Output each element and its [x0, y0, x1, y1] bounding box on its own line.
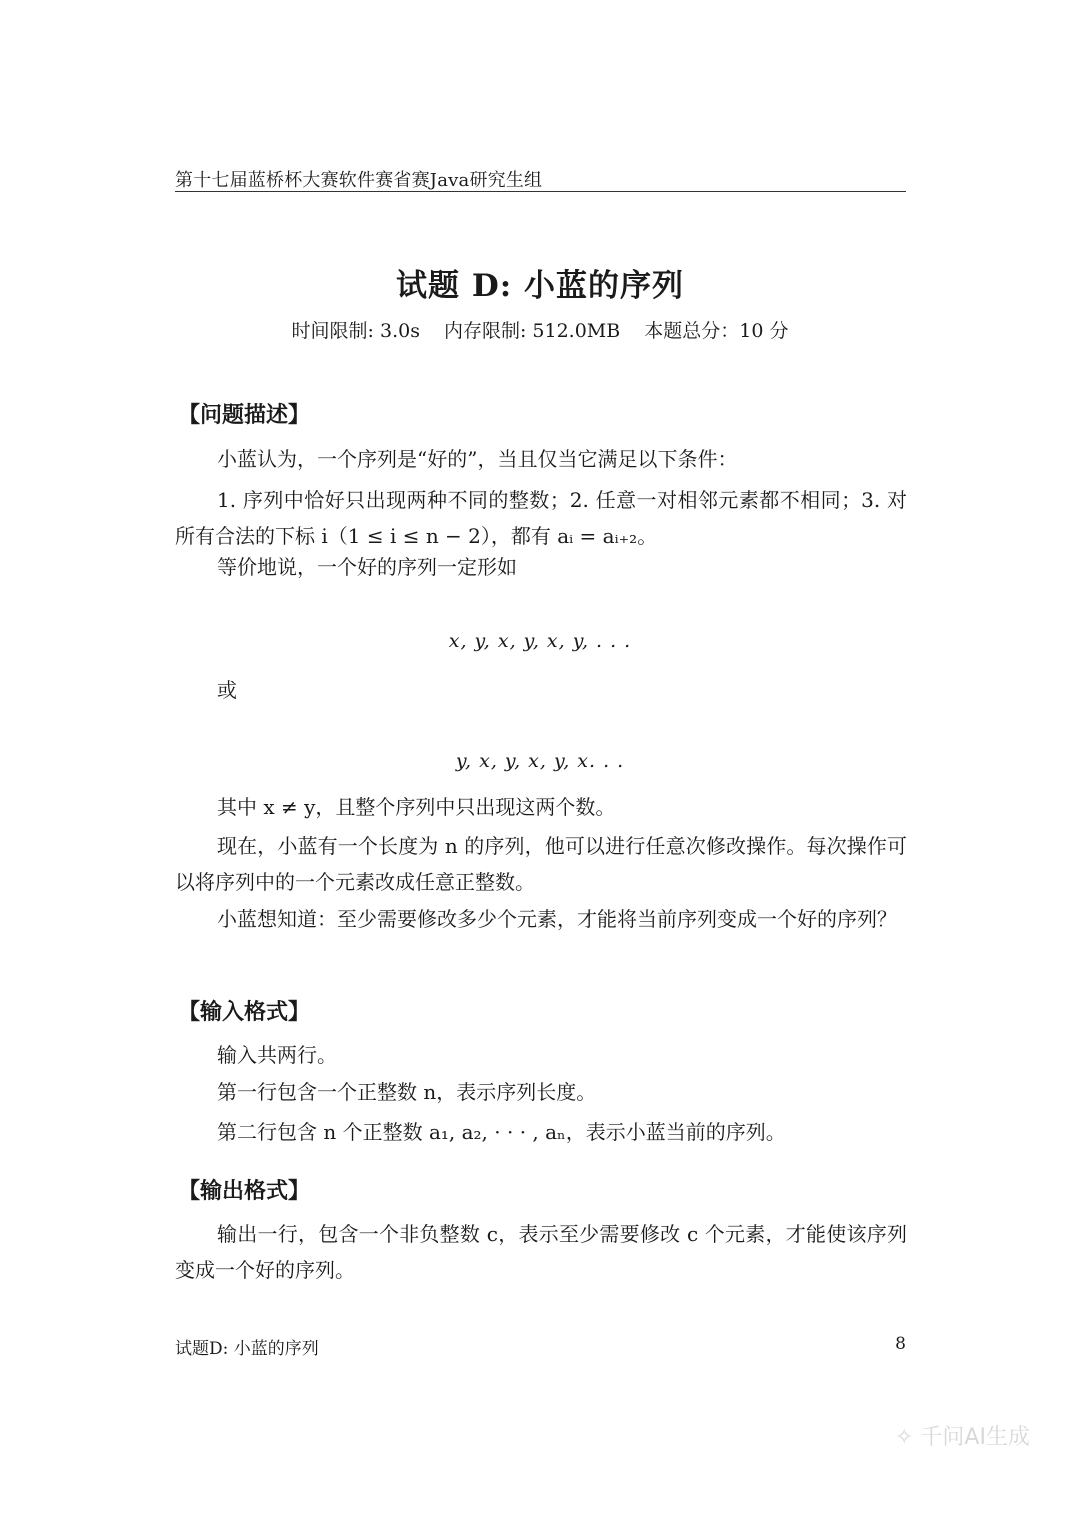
time-limit: 时间限制: 3.0s: [291, 320, 420, 342]
formula-sequence-1: x, y, x, y, x, y, . . .: [448, 630, 632, 652]
input-line-1: 输入共两行。: [217, 1043, 337, 1067]
question-paragraph: 小蓝想知道：至少需要修改多少个元素，才能将当前序列变成一个好的序列？: [217, 907, 897, 931]
problem-limits: [0, 316, 1080, 343]
formula-sequence-2: y, x, y, x, y, x. . .: [455, 750, 625, 772]
operation-paragraph: 现在，小蓝有一个长度为 n 的序列，他可以进行任意次修改操作。每次操作可以将序列中的一个元素改成任意正整数。: [175, 834, 907, 894]
conditions-paragraph: 1. 序列中恰好只出现两种不同的整数；2. 任意一对相邻元素都不相同；3. 对所有合法的下标 i（1 ≤ i ≤ n − 2），都有 aᵢ = aᵢ₊₂。: [175, 488, 907, 548]
description-paragraph: 小蓝认为，一个序列是“好的”，当且仅当它满足以下条件：: [217, 447, 738, 471]
input-line-3: 第二行包含 n 个正整数 a₁, a₂, · · · , aₙ，表示小蓝当前的序列。: [217, 1120, 786, 1144]
equivalence-paragraph: 等价地说，一个好的序列一定形如: [217, 555, 517, 579]
footer-title: 试题D: 小蓝的序列: [175, 1339, 319, 1359]
page-number: 8: [895, 1334, 906, 1354]
output-paragraph: 输出一行，包含一个非负整数 c，表示至少需要修改 c 个元素，才能使该序列变成一个好的序列。: [175, 1222, 907, 1282]
or-text: 或: [217, 678, 237, 702]
running-header: 第十七届蓝桥杯大赛软件赛省赛Java研究生组: [175, 170, 543, 191]
watermark: ✧ 千问AI生成: [895, 1425, 1030, 1450]
input-heading: 【输入格式】: [178, 1000, 311, 1025]
condition-note-paragraph: 其中 x ≠ y，且整个序列中只出现这两个数。: [217, 795, 616, 819]
output-heading: 【输出格式】: [178, 1179, 311, 1204]
description-heading: 【问题描述】: [178, 403, 311, 428]
header-rule: [175, 191, 906, 192]
total-score: 本题总分：10 分: [644, 320, 789, 342]
problem-title: 试题 D: 小蓝的序列: [396, 268, 684, 304]
input-line-2: 第一行包含一个正整数 n，表示序列长度。: [217, 1080, 597, 1104]
memory-limit: 内存限制: 512.0MB: [443, 320, 621, 342]
